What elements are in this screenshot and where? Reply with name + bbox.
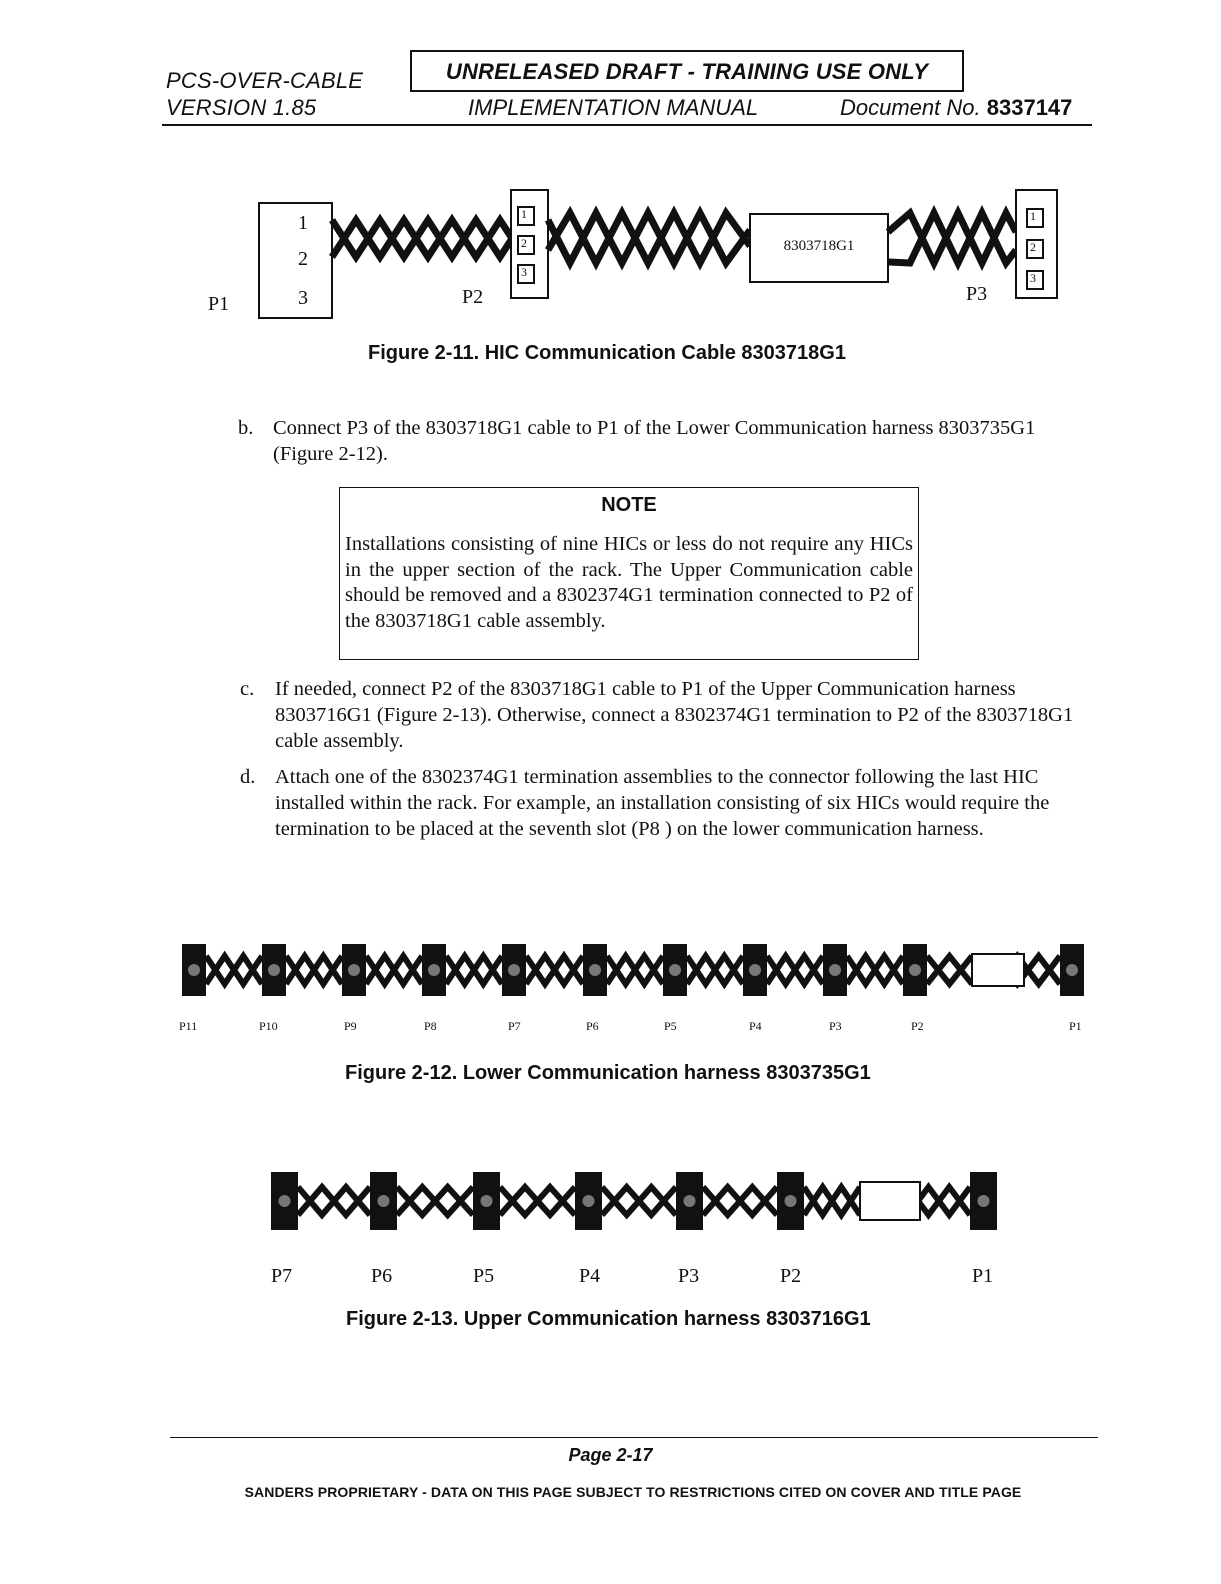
note-box [339, 487, 919, 660]
upper-harness-connector-pin [684, 1195, 696, 1207]
p1-pin-1: 1 [298, 212, 308, 234]
p1-pin-2: 2 [298, 248, 308, 270]
step-b-letter: b. [238, 417, 254, 439]
figure-2-12-diagram [0, 930, 1221, 1010]
p2-pin-2: 2 [521, 236, 527, 250]
lower-harness-connector-pin [749, 964, 761, 976]
lower-harness-cable-segment [526, 956, 583, 984]
lower-harness-connector-label: P1 [1069, 1019, 1082, 1033]
lower-harness-connector-pin [589, 964, 601, 976]
p2-label: P2 [462, 286, 484, 308]
lower-harness-connector-pin [348, 964, 360, 976]
lower-harness-connector-pin [829, 964, 841, 976]
upper-harness-cable-segment [804, 1187, 860, 1215]
upper-harness-connector-pin [583, 1195, 595, 1207]
draft-banner: UNRELEASED DRAFT - TRAINING USE ONLY [410, 50, 964, 92]
lower-harness-connector-pin [508, 964, 520, 976]
p3-pin-2: 2 [1030, 240, 1036, 254]
step-c-letter: c. [240, 678, 255, 700]
upper-harness-connector-label: P3 [678, 1265, 700, 1287]
lower-harness-connector-pin [909, 964, 921, 976]
upper-harness-connector-pin [279, 1195, 291, 1207]
version-label: VERSION 1.85 [166, 95, 317, 120]
figure-2-12-caption: Figure 2-12. Lower Communication harness 8303735G1 [345, 1062, 871, 1084]
lower-harness-connector-label: P2 [911, 1019, 924, 1033]
lower-harness-connector-label: P5 [664, 1019, 677, 1033]
figure-2-13-diagram [0, 1160, 1221, 1240]
cable-id-label: 8303718G1 [783, 238, 855, 254]
p1-connector [259, 203, 332, 318]
upper-harness-junction-box [860, 1182, 920, 1220]
p1-label: P1 [208, 293, 230, 315]
lower-harness-cable-segment [446, 956, 502, 984]
lower-harness-cable-segment [286, 956, 342, 984]
lower-harness-junction-box [972, 954, 1024, 986]
figure-2-11-diagram [0, 0, 1221, 340]
lower-harness-cable-segment [366, 956, 422, 984]
lower-harness-cable-segment [607, 956, 663, 984]
step-d-text: Attach one of the 8302374G1 termination assemblies to the connector following the last HIC installed within the rack. For example, an installation consisting of six HICs would require the termination to be placed at the seventh slot (P8 ) on the lower communication harness. [275, 766, 1050, 840]
lower-harness-connector-pin [669, 964, 681, 976]
step-d-letter: d. [240, 766, 256, 788]
upper-harness-cable-segment [703, 1187, 777, 1215]
lower-harness-connector-label: P6 [586, 1019, 599, 1033]
upper-harness-connector-pin [785, 1195, 797, 1207]
upper-harness-connector-label: P4 [579, 1265, 601, 1287]
lower-harness-connector-label: P11 [179, 1019, 198, 1033]
lower-harness-connector-label: P8 [424, 1019, 437, 1033]
step-c-text: If needed, connect P2 of the 8303718G1 cable to P1 of the Upper Communication harness 8303716G1 (Figure 2-13). Otherwise, connect a 8302374G1 termination to P2 of the 8303718G1 cable assembly. [275, 678, 1074, 752]
upper-harness-connector-label: P7 [271, 1265, 293, 1287]
note-body: Installations consisting of nine HICs or less do not require any HICs in the upper section of the rack. The Upper Communication cable should be removed and a 8302374G1 termination connected to P2 of the 8303718G1 cable assembly. [345, 533, 913, 632]
upper-harness-connector-label: P2 [780, 1265, 802, 1287]
upper-harness-cable-segment [602, 1187, 676, 1215]
product-name: PCS-OVER-CABLE [166, 68, 364, 93]
lower-harness-connector-pin [428, 964, 440, 976]
lower-harness-connector-label: P7 [508, 1019, 521, 1033]
lower-harness-cable-segment [847, 956, 903, 984]
upper-harness-connector-label: P6 [371, 1265, 393, 1287]
lower-harness-connector-label: P3 [829, 1019, 842, 1033]
lower-harness-cable-segment [206, 956, 262, 984]
p1-pin-3: 3 [298, 287, 308, 309]
upper-harness-connector-pin [978, 1195, 990, 1207]
note-title: NOTE [601, 494, 657, 516]
p2-pin-3: 3 [521, 265, 527, 279]
p3-pin-3: 3 [1030, 271, 1036, 285]
figure-2-11-caption: Figure 2-11. HIC Communication Cable 8303718G1 [368, 342, 846, 364]
footer-rule [170, 1437, 1098, 1438]
proprietary-notice: SANDERS PROPRIETARY - DATA ON THIS PAGE SUBJECT TO RESTRICTIONS CITED ON COVER AND TITLE PAGE [244, 1484, 1022, 1500]
upper-harness-cable-segment [298, 1187, 370, 1215]
figure-2-13-caption: Figure 2-13. Upper Communication harness 8303716G1 [346, 1308, 871, 1330]
doc-label: Document No. [840, 95, 981, 120]
upper-harness-connector-pin [378, 1195, 390, 1207]
p3-pin-1: 1 [1030, 209, 1036, 223]
doc-number: 8337147 [986, 95, 1073, 120]
lower-harness-connector-label: P10 [259, 1019, 278, 1033]
lower-harness-connector-pin [188, 964, 200, 976]
upper-harness-connector-label: P5 [473, 1265, 495, 1287]
page-number: Page 2-17 [568, 1445, 653, 1465]
lower-harness-connector-pin [1066, 964, 1078, 976]
upper-harness-connector-pin [481, 1195, 493, 1207]
upper-harness-cable-segment [397, 1187, 473, 1215]
step-b-text: Connect P3 of the 8303718G1 cable to P1 of the Lower Communication harness 8303735G1 (Figure 2-12). [273, 417, 1036, 465]
manual-title: IMPLEMENTATION MANUAL [468, 95, 759, 120]
lower-harness-cable-segment [767, 956, 823, 984]
lower-harness-connector-pin [268, 964, 280, 976]
lower-harness-cable-segment [687, 956, 743, 984]
p3-label: P3 [966, 283, 988, 305]
upper-harness-connector-label: P1 [972, 1265, 994, 1287]
lower-harness-connector-label: P4 [749, 1019, 762, 1033]
lower-harness-connector-label: P9 [344, 1019, 357, 1033]
p2-pin-1: 1 [521, 207, 527, 221]
upper-harness-cable-segment [500, 1187, 575, 1215]
